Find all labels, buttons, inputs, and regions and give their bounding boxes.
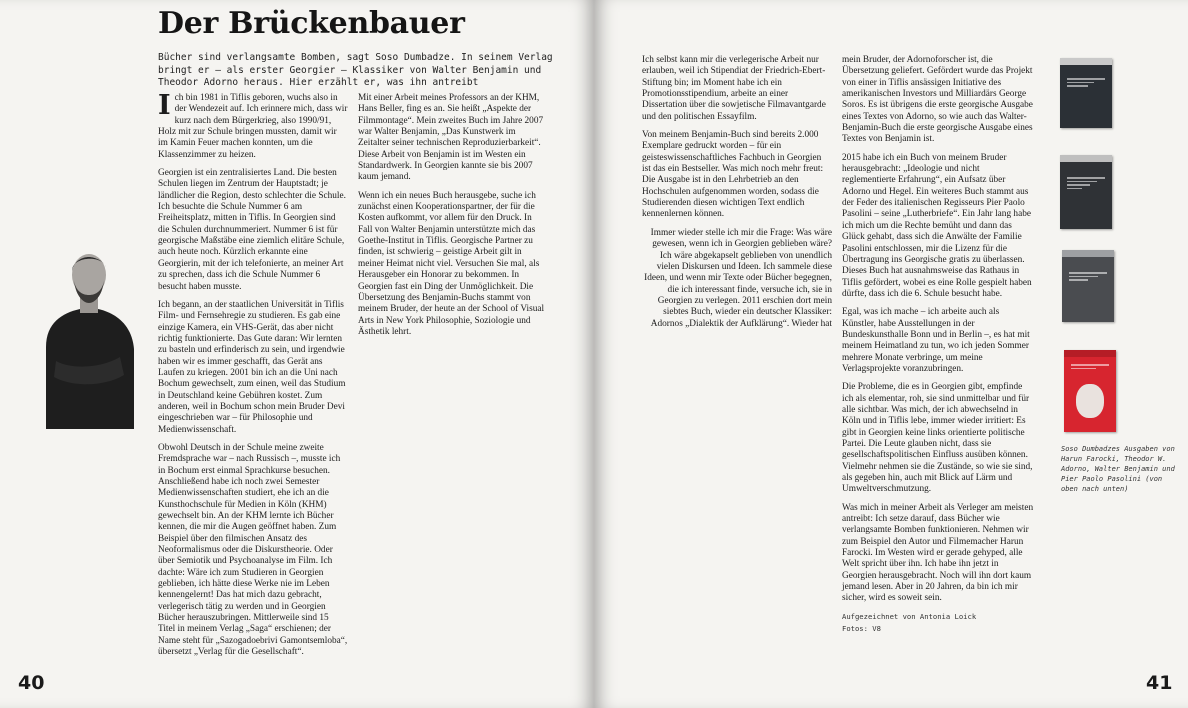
paragraph: Ich begann, an der staatlichen Universität in Tiflis Film- und Fernsehregie zu studieren. Es gab eine einzige Kamera, ein VHS-Gerät, das aber nicht richtig funktionierte. Das Gute daran: Wir lernten zu basteln und erfinderisch zu sein, und irgendwie haben wir es immer geschafft, das Gerät ans Laufen zu kriegen. 2001 bin ich an die Uni nach Bochum gewechselt, zum einen, weil das Studium in Deutschland keine Gebühren kostet. Zum anderen, weil in Bochum schon mein Bruder Devi eingeschrieben war – für Philosophie und Medienwissenschaft. (158, 299, 346, 435)
text-column-3 (642, 55, 832, 337)
book-cover-benjamin (1062, 250, 1114, 322)
book-cover-adorno (1060, 155, 1112, 229)
book-cover-farocki (1060, 58, 1112, 128)
paragraph: Obwohl Deutsch in der Schule meine zweite Fremdsprache war – nach Russisch –, musste ich in Bochum erst einmal Sprachkurse besuchen. Anschließend habe ich noch zwei Semester Medienwissenschaften studiert, ehe ich an die Kunsthochschule für Medien in Köln (KHM) gewechselt bin. An der KHM lernte ich Bücher kennen, die mir die Augen geöffnet haben. Zum Beispiel über den filmischen Ansatz des Neoformalismus oder die Diskurstheorie. Oder über Semiotik und Psychoanalyse im Film. Ich dachte: Wäre ich zum Studieren in Georgien geblieben, ich hätte diese Werke nie im Leben kennengelernt! Das hat mich dazu gebracht, verlegerisch tätig zu werden und in Georgien Bücher herauszubringen. Mittlerweile sind 15 Titel in meinem Verlag „Saga“ erschienen; der Name steht für „Sazogadoebrivi Gamontsemloba“, übersetzt „Verlag für die Gesellschaft“. (158, 442, 348, 658)
photo-caption: Soso Dumbadzes Ausgaben von Harun Farocki, Theodor W. Adorno, Walter Benjamin und Pier Paolo Pasolini (von oben nach unten) (1061, 445, 1175, 493)
paragraph: Egal, was ich mache – ich arbeite auch als Künstler, habe Ausstellungen in der Bundeskunsthalle Bonn und in Berlin –, es hat mit meinem Heimatland zu tun, wo ich jeden Sommer mehrere Monate verbringe, um meine Verlagsprojekte voranzubringen. (842, 307, 1030, 374)
text-column-2 (358, 93, 548, 345)
text-column-4 (842, 55, 1034, 634)
paragraph: Ich selbst kann mir die verlegerische Arbeit nur erlauben, weil ich Stipendiat der Friedrich-Ebert-Stiftung bin; im Moment habe ich ein Promotionsstipendium, arbeite an einer Dissertation über die sowjetische Filmavantgarde und den politischen Essayfilm. (642, 55, 826, 122)
book-cover-pasolini (1064, 350, 1116, 432)
paragraph: Georgien ist ein zentralisiertes Land. Die besten Schulen liegen im Zentrum der Hauptstadt; je ländlicher die Region, desto schlechter die Schule. Ich besuchte die Schule Nummer 6 am Freiheitsplatz, mitten in Tiflis. In Georgien sind die Schulen durchnummeriert. Nummer 6 ist für georgische Maßstäbe eine ziemlich elitäre Schule, auch heute noch. Kürzlich erkannte eine Georgierin, mit der ich telefonierte, an meiner Art zu sprechen, dass ich die Schule Nummer 6 besucht haben musste. (158, 168, 346, 292)
paragraph: Was mich in meiner Arbeit als Verleger am meisten antreibt: Ich setze darauf, dass Bücher wie verlangsamte Bomben funktionieren. Nehmen wir zum Beispiel den Autor und Filmemacher Harun Farocki. Im Westen wird er gerade gehyped, alle Welt spricht über ihn. Ich habe ihn jetzt in Georgien herausgebracht. Noch will ihn dort kaum jemand lesen. Aber in 20 Jahren, da bin ich mir sicher, wird es soweit sein. (842, 502, 1034, 604)
article-lead: Bücher sind verlangsamte Bomben, sagt Soso Dumbadze. In seinem Verlag bringt er – als erster Georgier – Klassiker von Walter Benjamin und Theodor Adorno heraus. Hier erzählt er, was ihn antreibt (158, 52, 553, 88)
text-column-1 (158, 90, 348, 666)
paragraph: Wenn ich ein neues Buch herausgebe, suche ich zunächst einen Kooperationspartner, der für die Kosten aufkommt, vor allem für den Druck. In Fall von Walter Benjamin unterstützte mich das Goethe-Institut in Tiflis. Georgische Partner zu finden, ist schwierig – geistige Arbeit gilt in meiner Heimat nicht viel. Versuchen Sie mal, als Herausgeber ein Honorar zu bekommen. In Georgien fast ein Ding der Unmöglichkeit. Die Übersetzung des Benjamin-Buchs stammt von meinem Bruder, der heute an der School of Visual Arts in New York Philosophie, Soziologie und Ästhetik lehrt. (358, 190, 545, 337)
drop-cap: I (158, 90, 171, 121)
portrait-photo (44, 251, 134, 429)
paragraph (158, 90, 348, 161)
paragraph: 2015 habe ich ein Buch von meinem Bruder herausgebracht: „Ideologie und nicht reglementierte Erfahrung“, ein Aufsatz über Adorno und Hegel. Ein weiteres Buch stammt aus der Feder des italienischen Regisseurs Pier Paolo Pasolini – seine „Lutherbriefe“. Ein Jahr lang habe ich mich um die Rechte bemüht und dann das Glück gehabt, dass sich die Anwälte der Familie Pasolini entschlossen, mir die Lizenz für die Übertragung ins Georgische gratis zu überlassen. Dieses Buch hat ausnahmsweise das Rathaus in Tiflis gefördert, wobei es eine Rolle gespielt haben dürfte, dass ich die 6. Schule besucht habe. (842, 152, 1032, 299)
paragraph: Von meinem Benjamin-Buch sind bereits 2.000 Exemplare gedruckt worden – für ein geisteswissenschaftliches Fachbuch in Georgien ist das ein Bestseller. Was mich noch mehr freut: Die Ausgabe ist in den Lehrbetrieb an den Hochschulen aufgenommen worden, sodass die Studierenden diesen wichtigen Text endlich kennenlernen können. (642, 130, 824, 220)
page-number-right: 41 (1146, 672, 1173, 694)
page-number-left: 40 (18, 672, 45, 694)
article-title: Der Brückenbauer (158, 6, 465, 41)
paragraph: Die Probleme, die es in Georgien gibt, empfinde ich als elementar, roh, sie sind unmittelbar und für alle sichtbar. Was mich, der ich abwechselnd in Köln und in Tiflis lebe, immer wieder irritiert: Es gibt in Georgien keine links orientierte politische Partei. Die Leute glauben nicht, dass sie gesellschaftspolitischen Einfluss ausüben können. Vielmehr nehmen sie die Zustände, so wie sie sind, als gegeben hin, auch mit Blick auf Lärm und Umweltverschmutzung. (842, 382, 1033, 495)
paragraph-text: ch bin 1981 in Tiflis geboren, wuchs also in der Wendezeit auf. Ich erinnere mich, dass wir kurz nach dem Bürgerkrieg, also 1990/91, Holz mit zur Schule bringen mussten, damit wir im Kamin Feuer machen konnten, um die Klassenzimmer zu heizen. (158, 93, 348, 160)
paragraph: mein Bruder, der Adornoforscher ist, die Übersetzung geliefert. Gefördert wurde das Projekt von einer in Tiflis ansässigen Initiative des amerikanischen Investors und Milliardärs George Soros. Es ist übrigens die erste georgische Ausgabe eines Textes von Adorno, so wie auch das Walter-Benjamin-Buch die erste georgische Ausgabe eines Textes von Benjamin ist. (842, 55, 1033, 145)
paragraph: Immer wieder stelle ich mir die Frage: Was wäre gewesen, wenn ich in Georgien geblieben wäre? Ich wäre abgekapselt geblieben von unendlich vielen Diskursen und Ideen. Ich sammele diese Ideen, und wenn mir Texte oder Bücher begegnen, die ich interessant finde, versuche ich, sie in Georgien zu verlegen. 2011 erschien dort mein siebtes Buch, wieder ein deutscher Klassiker: Adornos „Dialektik der Aufklärung“. Wieder hat (644, 227, 832, 329)
paragraph: Mit einer Arbeit meines Professors an der KHM, Hans Beller, fing es an. Sie heißt „Aspekte der Filmmontage“. Mein zweites Buch im Jahre 2007 war Walter Benjamin, „Das Kunstwerk im Zeitalter seiner technischen Reproduzierbarkeit“. Diese Arbeit von Benjamin ist im Westen ein Standardwerk. In Georgien kannte sie bis 2007 kaum jemand. (358, 93, 544, 183)
author-credit: Aufgezeichnet von Antonia Loick (842, 611, 977, 621)
photo-credit: Fotos: V8 (842, 623, 881, 633)
